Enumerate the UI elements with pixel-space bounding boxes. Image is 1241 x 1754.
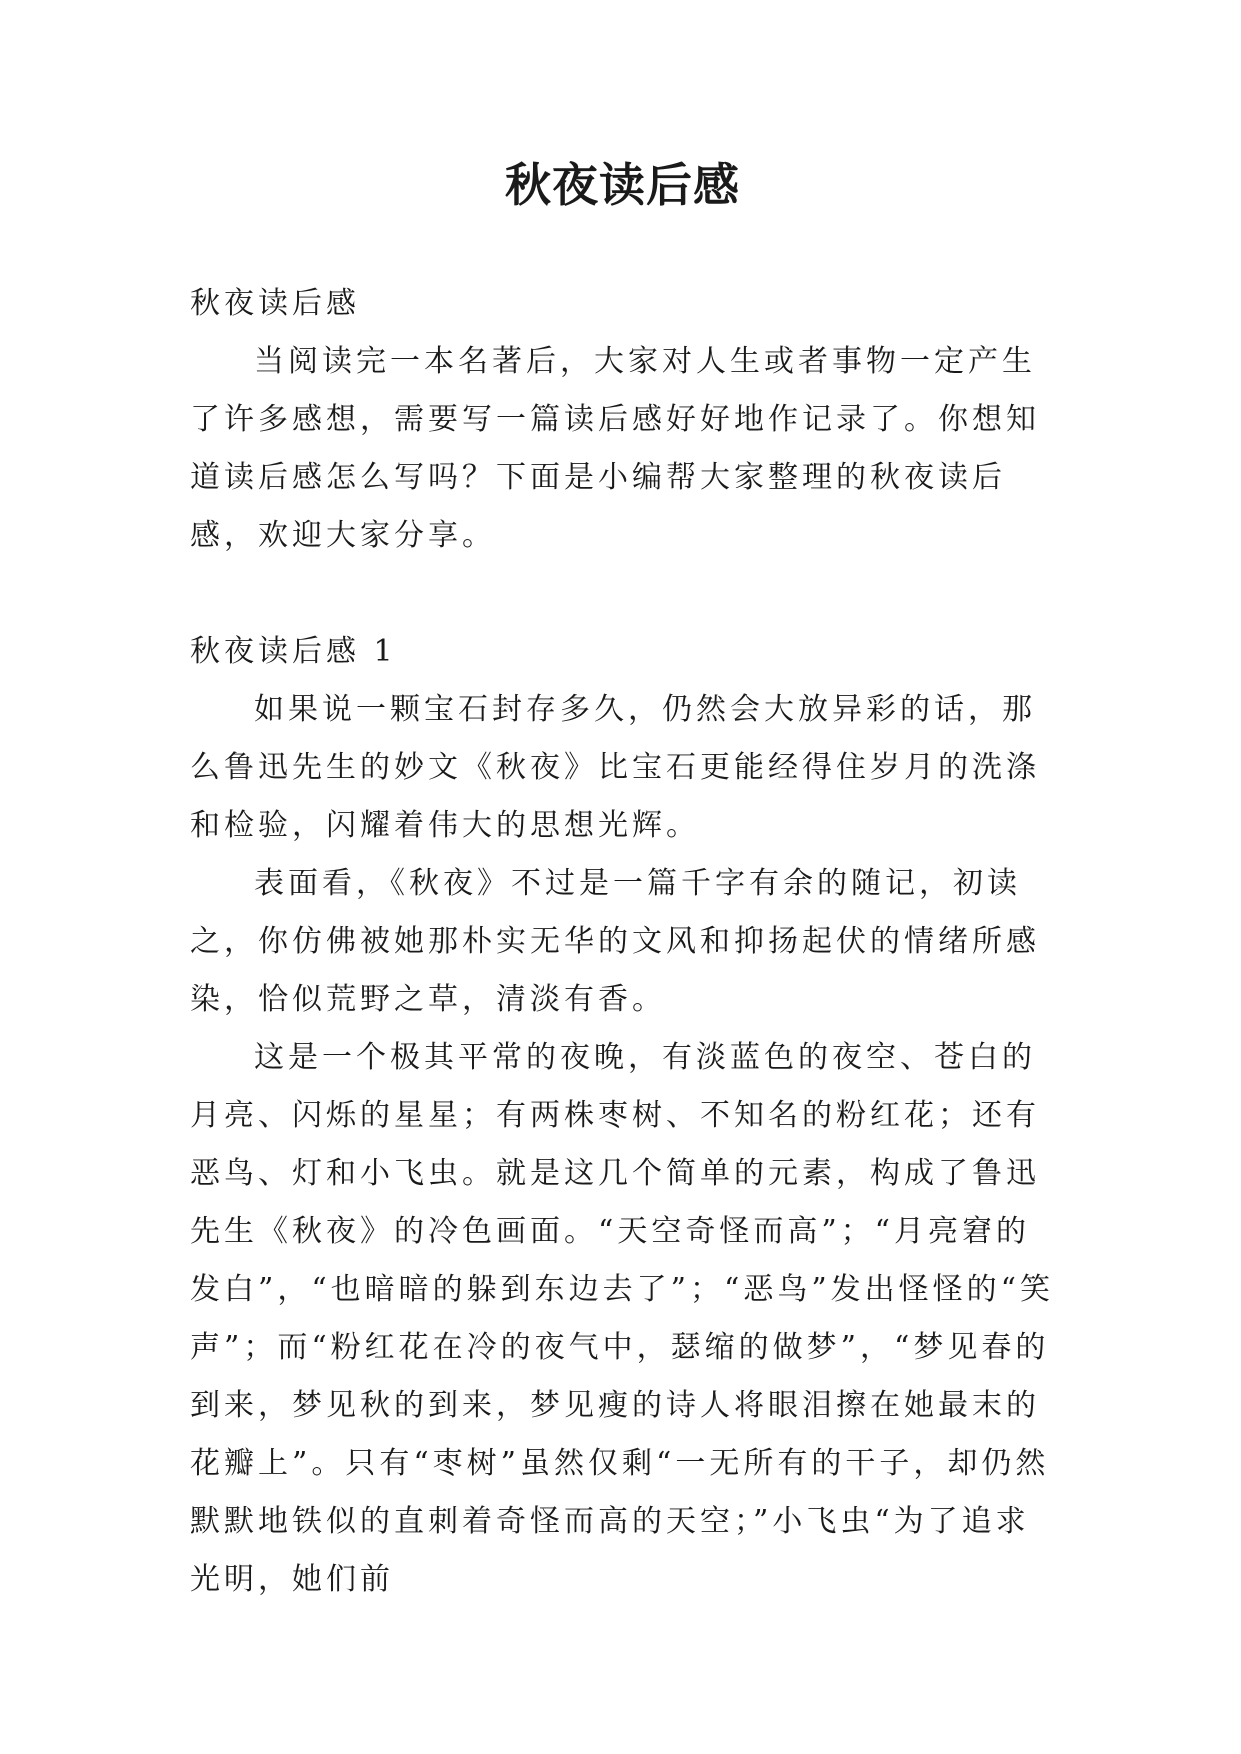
document-body: [190, 285, 1055, 1609]
section-1-paragraph: 这是一个极其平常的夜晚，有淡蓝色的夜空、苍白的月亮、闪烁的星星；有两株枣树、不知名的粉红花；还有恶鸟、灯和小飞虫。就是这几个简单的元素，构成了鲁迅先生《秋夜》的冷色画面。“天空奇怪而高”；“月亮窘的发白”，“也暗暗的躲到东边去了”；“恶鸟”发出怪怪的“笑声”；而“粉红花在冷的夜气中，瑟缩的做梦”，“梦见春的到来，梦见秋的到来，梦见瘦的诗人将眼泪擦在她最末的花瓣上”。只有“枣树”虽然仅剩“一无所有的干子，却仍然默默地铁似的直刺着奇怪而高的天空；”小飞虫“为了追求光明，她们前: [190, 1040, 1055, 1597]
intro-paragraph: 当阅读完一本名著后，大家对人生或者事物一定产生了许多感想，需要写一篇读后感好好地作记录了。你想知道读后感怎么写吗？下面是小编帮大家整理的秋夜读后感，欢迎大家分享。: [190, 344, 1040, 553]
section-spacer: [190, 565, 1055, 623]
document-title: 秋夜读后感: [505, 158, 740, 212]
intro-heading: 秋夜读后感: [190, 286, 360, 321]
section-1-heading: 秋夜读后感 1: [190, 634, 397, 669]
section-1-paragraph: 如果说一颗宝石封存多久，仍然会大放异彩的话，那么鲁迅先生的妙文《秋夜》比宝石更能经得住岁月的洗涤和检验，闪耀着伟大的思想光辉。: [190, 692, 1040, 843]
section-1-paragraph: 表面看，《秋夜》不过是一篇千字有余的随记，初读之，你仿佛被她那朴实无华的文风和抑扬起伏的情绪所感染，恰似荒野之草，清淡有香。: [190, 866, 1040, 1017]
